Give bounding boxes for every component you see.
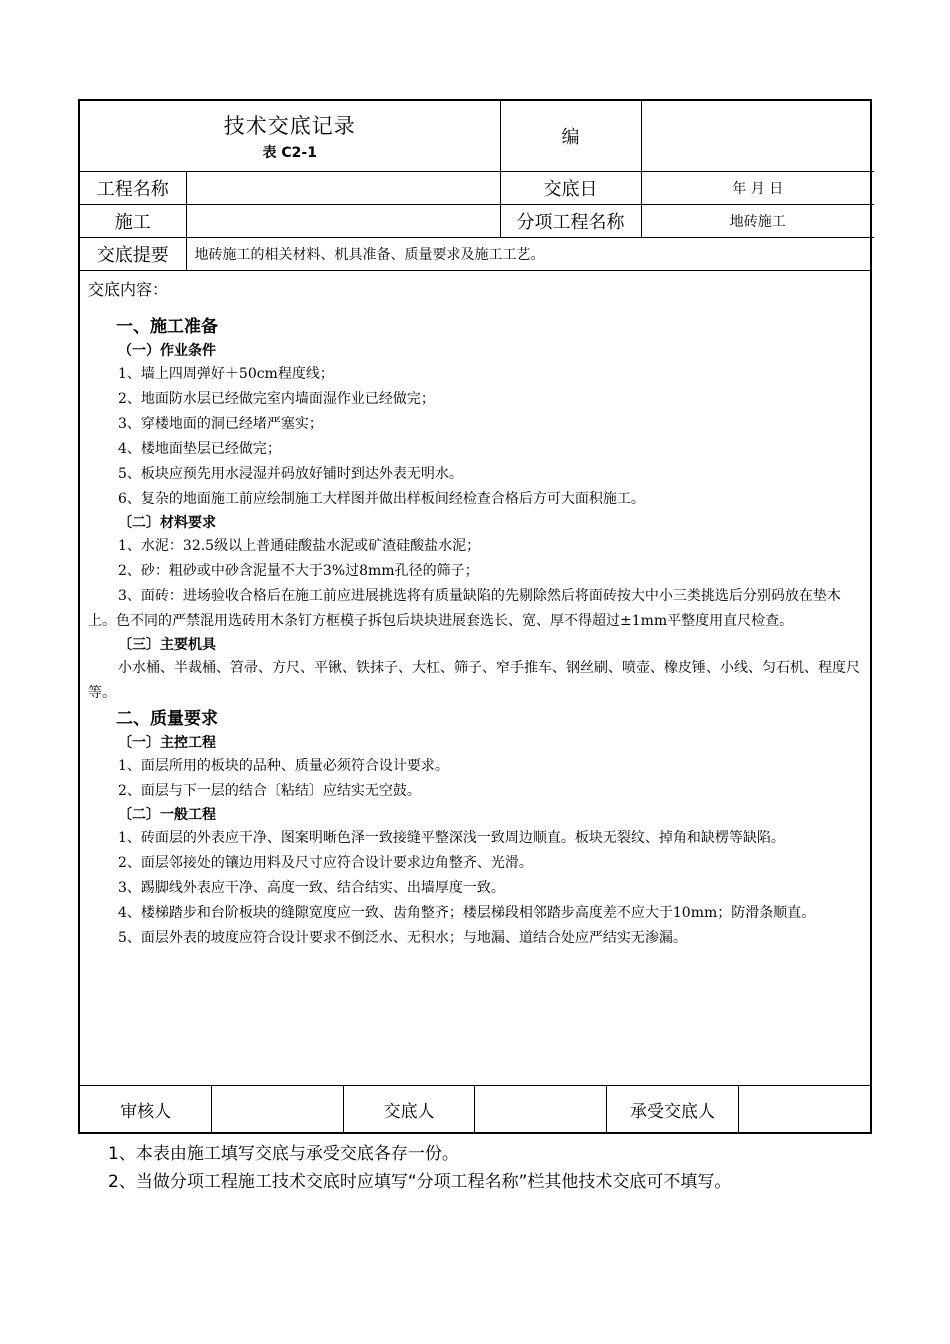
subproject-value[interactable]: 地砖施工 — [641, 205, 874, 238]
list-item: 1、墙上四周弹好＋50cm程度线； — [118, 366, 334, 382]
list-item: 2、地面防水层已经做完室内墙面湿作业已经做完； — [118, 391, 435, 407]
receiver-label: 承受交底人 — [607, 1086, 739, 1133]
date-value[interactable]: 年 月 日 — [641, 172, 874, 205]
disclosure-content — [80, 270, 870, 1085]
construction-label: 施工 — [80, 205, 186, 238]
subsection-title: 〔二〕一般工程 — [118, 807, 216, 823]
reviewer-label: 审核人 — [80, 1086, 212, 1133]
footnote: 1、本表由施工填写交底与承受交底各存一份。 — [108, 1144, 459, 1164]
subsection-title: 〔三〕主要机具 — [118, 637, 216, 653]
disclosure-form — [78, 99, 872, 1134]
list-item: 3、穿楼地面的洞已经堵严塞实； — [118, 416, 323, 432]
list-item: 4、楼梯踏步和台阶板块的缝隙宽度应一致、齿角整齐；楼层梯段相邻踏步高度差不应大于10mm；防滑条顺直。 — [118, 905, 816, 921]
header-table — [80, 101, 874, 270]
list-item: 1、水泥：32.5级以上普通硅酸盐水泥或矿渣硅酸盐水泥； — [118, 538, 481, 554]
footnotes — [108, 1140, 731, 1196]
number-value[interactable] — [641, 101, 874, 172]
subproject-label: 分项工程名称 — [500, 205, 641, 238]
form-code: 表 C2-1 — [262, 145, 317, 161]
summary-label: 交底提要 — [80, 238, 186, 271]
summary-value[interactable]: 地砖施工的相关材料、机具准备、质量要求及施工工艺。 — [186, 238, 874, 271]
number-label: 编 — [500, 101, 641, 172]
subsection-title: 〔二〕材料要求 — [118, 515, 216, 531]
list-item: 3、踢脚线外表应干净、高度一致、结合结实、出墙厚度一致。 — [118, 880, 505, 896]
list-item: 2、面层与下一层的结合〔粘结〕应结实无空鼓。 — [118, 783, 421, 799]
subsection-title: 〔一〕主控工程 — [118, 735, 216, 751]
form-title-cell — [80, 101, 500, 172]
section-title: 一、施工准备 — [116, 317, 218, 337]
footnote: 2、当做分项工程施工技术交底时应填写“分项工程名称”栏其他技术交底可不填写。 — [108, 1172, 732, 1192]
project-name-label: 工程名称 — [80, 172, 186, 205]
form-title: 技术交底记录 — [223, 114, 356, 138]
list-item: 2、面层邻接处的镶边用料及尺寸应符合设计要求边角整齐、光滑。 — [118, 855, 533, 871]
signature-table — [80, 1085, 870, 1132]
discloser-value[interactable] — [475, 1086, 607, 1133]
project-name-value[interactable] — [186, 172, 500, 205]
list-item: 4、楼地面垫层已经做完； — [118, 441, 281, 457]
receiver-value[interactable] — [738, 1086, 870, 1133]
paragraph: 小水桶、半裁桶、笤帚、方尺、平锹、铁抹子、大杠、筛子、窄手推车、钢丝刷、喷壶、橡皮锤、小线、匀石机、程度尺等。 — [88, 660, 860, 701]
subsection-title: （一）作业条件 — [118, 343, 216, 359]
list-item: 3、面砖：进场验收合格后在施工前应进展挑选将有质量缺陷的先剔除然后将面砖按大中小三类挑选后分别码放在垫木上。色不同的严禁混用选砖用木条钉方框模子拆包后块块进展套选长、宽、厚不得超过±1mm平整度用直尺检查。 — [88, 588, 841, 629]
list-item: 1、砖面层的外表应干净、图案明晰色泽一致接缝平整深浅一致周边顺直。板块无裂纹、掉角和缺楞等缺陷。 — [118, 830, 785, 846]
list-item: 2、砂：粗砂或中砂含泥量不大于3%过8mm孔径的筛子； — [118, 563, 479, 579]
list-item: 5、面层外表的坡度应符合设计要求不倒泛水、无积水；与地漏、道结合处应严结实无渗漏。 — [118, 930, 687, 946]
reviewer-value[interactable] — [212, 1086, 344, 1133]
list-item: 6、复杂的地面施工前应绘制施工大样图并做出样板间经检查合格后方可大面积施工。 — [118, 491, 645, 507]
list-item: 1、面层所用的板块的品种、质量必须符合设计要求。 — [118, 758, 449, 774]
construction-value[interactable] — [186, 205, 500, 238]
list-item: 5、板块应预先用水浸湿并码放好铺时到达外表无明水。 — [118, 466, 463, 482]
date-label: 交底日 — [500, 172, 641, 205]
discloser-label: 交底人 — [343, 1086, 475, 1133]
section-title: 二、质量要求 — [116, 709, 218, 729]
content-intro: 交底内容： — [88, 280, 169, 299]
